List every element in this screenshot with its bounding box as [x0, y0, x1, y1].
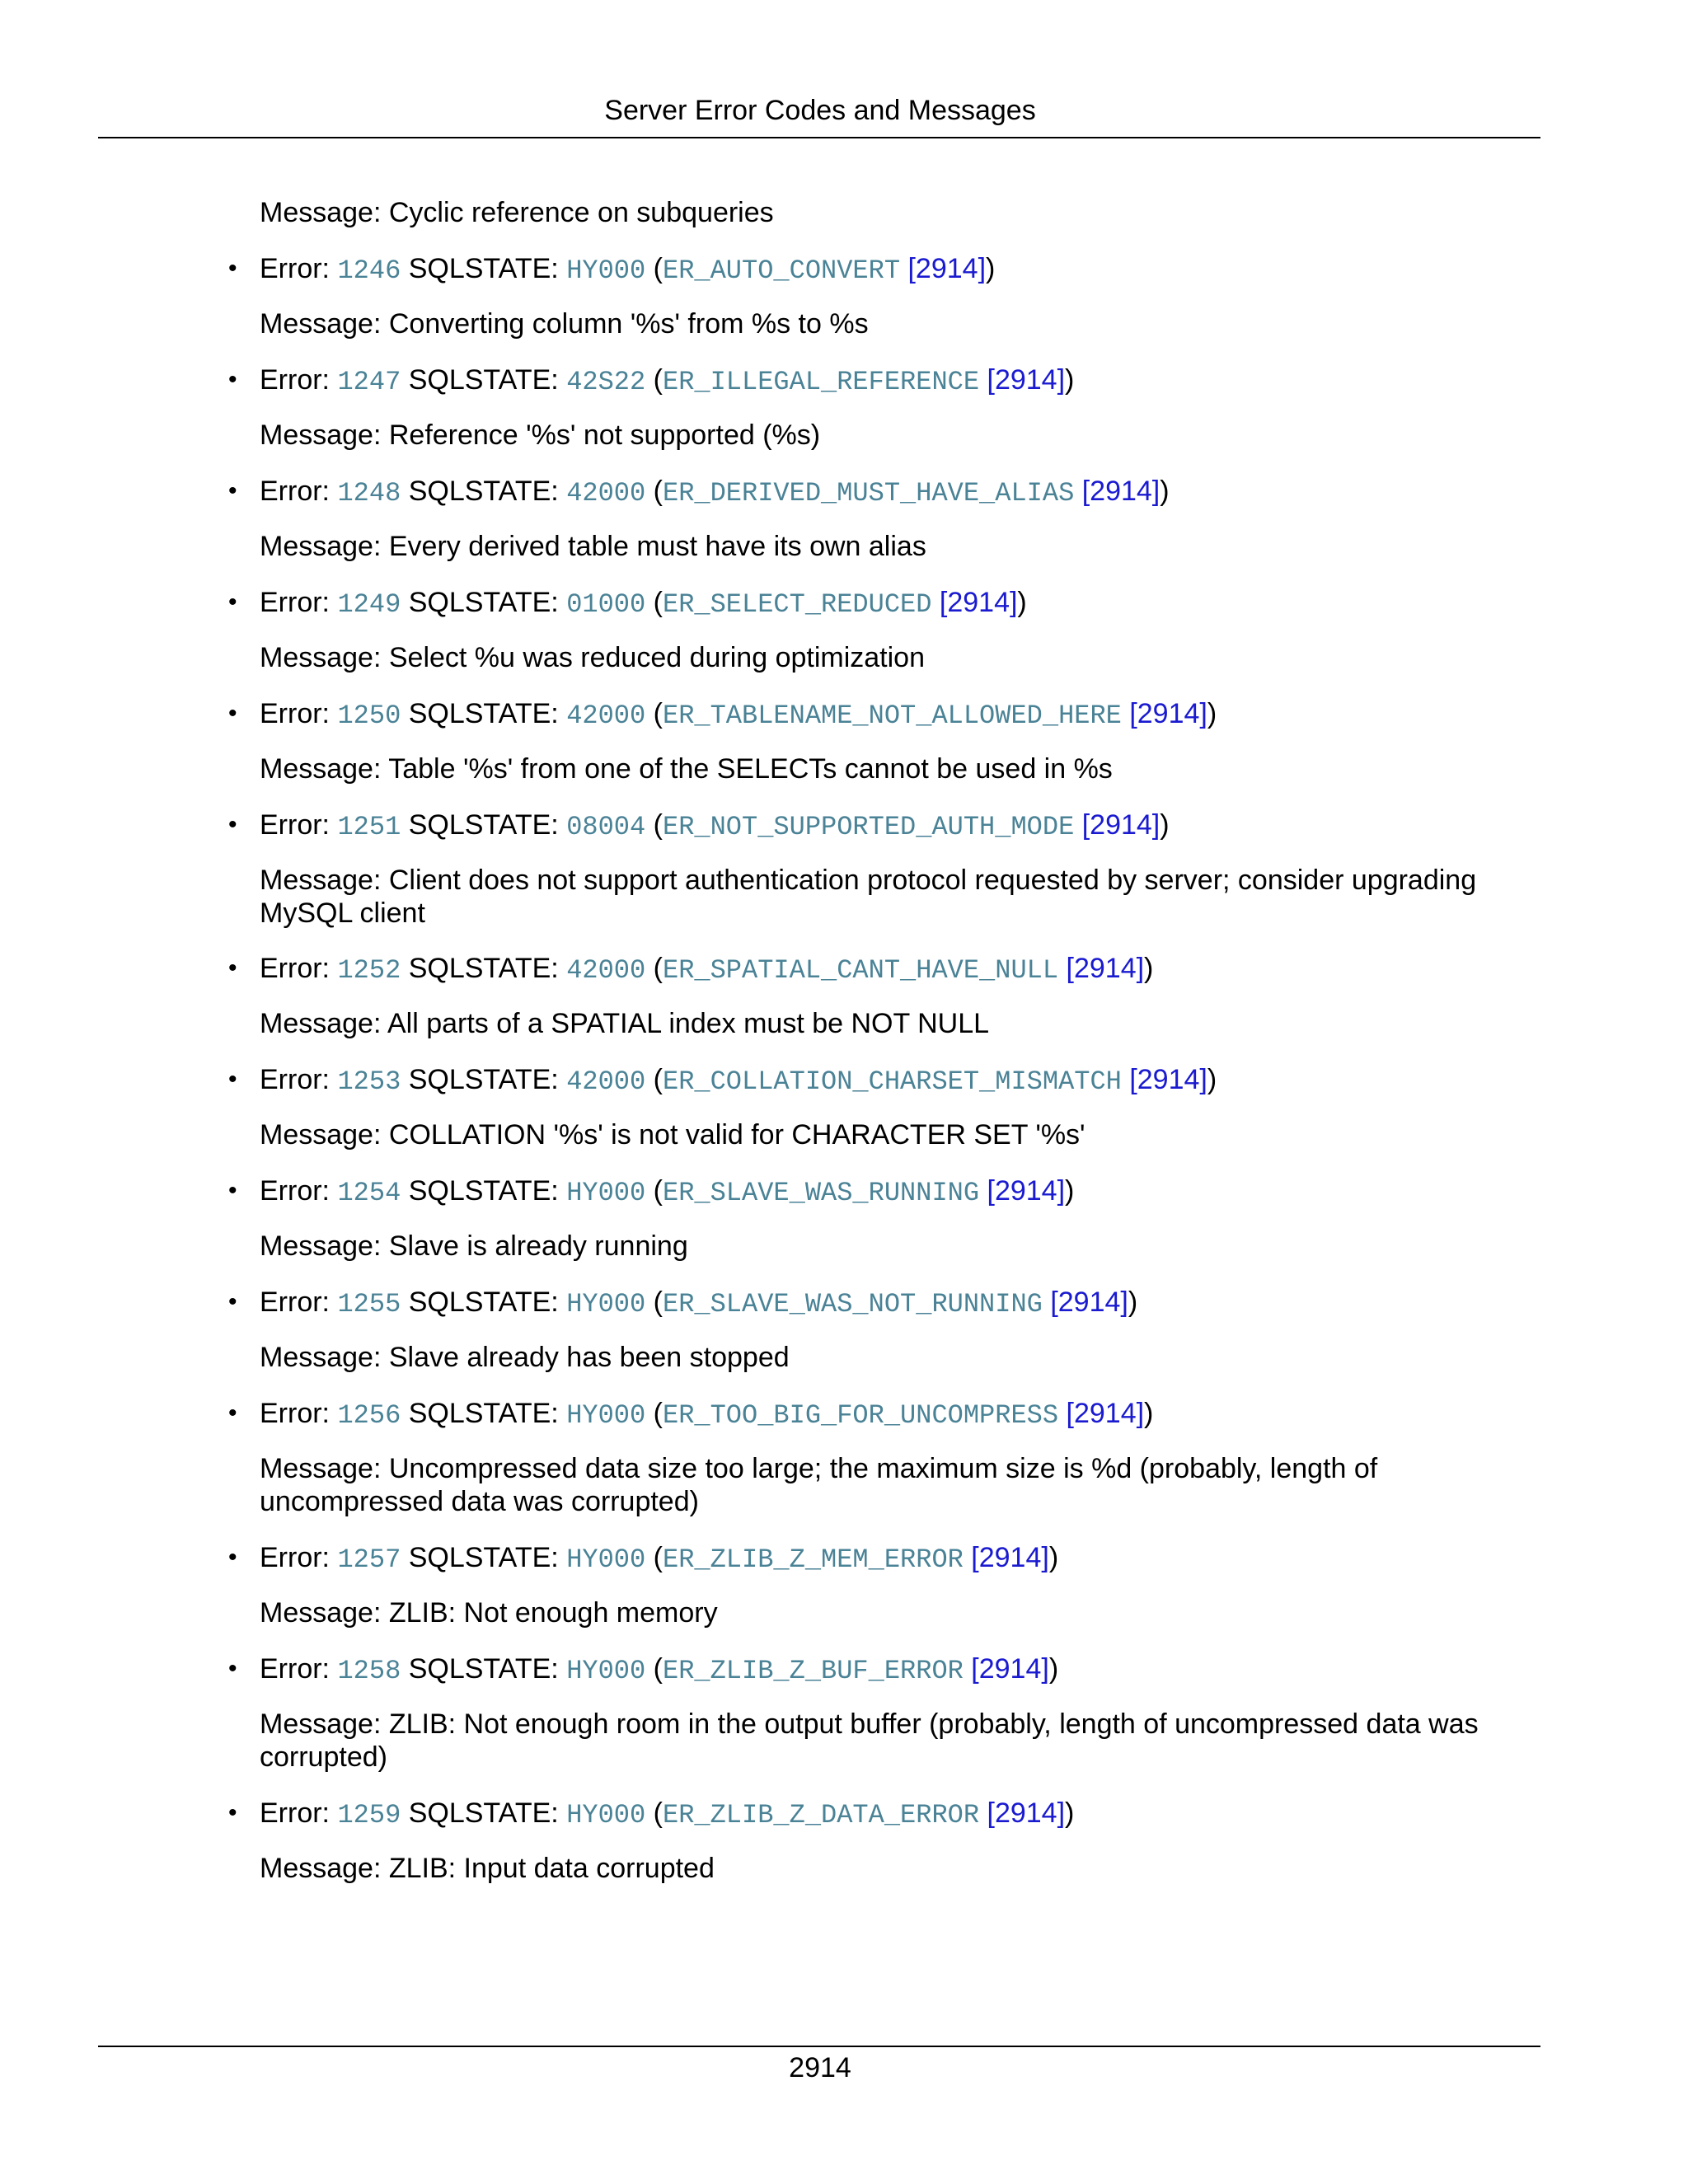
error-entry-1246: • Error: 1246 SQLSTATE: HY000 (ER_AUTO_CONVERT [2914])	[228, 253, 996, 286]
bullet: •	[228, 1799, 237, 1826]
error-symbol-link[interactable]: ER_NOT_SUPPORTED_AUTH_MODE	[662, 812, 1075, 842]
page-ref-link[interactable]: [2914]	[907, 253, 987, 284]
error-code: 1248	[337, 478, 401, 509]
page-ref-link[interactable]: [2914]	[1081, 476, 1160, 507]
sqlstate-value: HY000	[566, 255, 646, 286]
error-symbol-link[interactable]: ER_SLAVE_WAS_RUNNING	[662, 1178, 980, 1208]
error-code: 1253	[337, 1066, 401, 1097]
bullet: •	[228, 366, 237, 393]
bullet: •	[228, 255, 237, 282]
error-symbol-link[interactable]: ER_ILLEGAL_REFERENCE	[662, 367, 980, 397]
sqlstate-value: 08004	[566, 812, 646, 842]
sqlstate-label: SQLSTATE:	[408, 1653, 559, 1685]
error-label: Error:	[260, 953, 330, 984]
footer-rule	[98, 2046, 1540, 2047]
error-entry-1247: • Error: 1247 SQLSTATE: 42S22 (ER_ILLEGAL_REFERENCE [2914])	[228, 364, 1075, 397]
error-entry-1250: • Error: 1250 SQLSTATE: 42000 (ER_TABLENAME_NOT_ALLOWED_HERE [2914])	[228, 698, 1217, 731]
sqlstate-value: 42000	[566, 478, 646, 509]
error-entry-1253: • Error: 1253 SQLSTATE: 42000 (ER_COLLATION_CHARSET_MISMATCH [2914])	[228, 1064, 1217, 1097]
error-code: 1254	[337, 1178, 401, 1208]
page-ref-link[interactable]: [2914]	[971, 1542, 1049, 1573]
sqlstate-label: SQLSTATE:	[408, 253, 559, 284]
error-label: Error:	[260, 1286, 330, 1318]
sqlstate-label: SQLSTATE:	[408, 953, 559, 984]
error-entry-1248: • Error: 1248 SQLSTATE: 42000 (ER_DERIVED_MUST_HAVE_ALIAS [2914])	[228, 476, 1170, 509]
bullet: •	[228, 477, 237, 504]
error-label: Error:	[260, 1398, 330, 1429]
error-entry-1249: • Error: 1249 SQLSTATE: 01000 (ER_SELECT_REDUCED [2914])	[228, 587, 1027, 620]
sqlstate-label: SQLSTATE:	[408, 1064, 559, 1095]
sqlstate-label: SQLSTATE:	[408, 1797, 559, 1829]
error-symbol-link[interactable]: ER_ZLIB_Z_BUF_ERROR	[662, 1656, 964, 1686]
sqlstate-value: HY000	[566, 1289, 646, 1319]
bullet: •	[228, 811, 237, 838]
error-symbol-link[interactable]: ER_SLAVE_WAS_NOT_RUNNING	[662, 1289, 1043, 1319]
error-code: 1256	[337, 1400, 401, 1431]
error-message: Message: ZLIB: Not enough room in the output buffer (probably, length of uncompressed data was corrupted)	[260, 1708, 1479, 1773]
sqlstate-value: HY000	[566, 1178, 646, 1208]
bullet: •	[228, 1066, 237, 1093]
sqlstate-value: HY000	[566, 1800, 646, 1830]
error-message: Message: Table '%s' from one of the SELECTs cannot be used in %s	[260, 753, 1113, 785]
page-ref-link[interactable]: [2914]	[987, 1797, 1066, 1829]
error-entry-1254: • Error: 1254 SQLSTATE: HY000 (ER_SLAVE_WAS_RUNNING [2914])	[228, 1175, 1075, 1208]
sqlstate-value: 42000	[566, 1066, 646, 1097]
sqlstate-label: SQLSTATE:	[408, 698, 559, 729]
page-ref-link[interactable]: [2914]	[939, 587, 1018, 618]
sqlstate-label: SQLSTATE:	[408, 1175, 559, 1207]
error-code: 1250	[337, 701, 401, 731]
error-label: Error:	[260, 253, 330, 284]
page-ref-link[interactable]: [2914]	[1066, 1398, 1145, 1429]
sqlstate-label: SQLSTATE:	[408, 476, 559, 507]
bullet: •	[228, 588, 237, 616]
page-ref-link[interactable]: [2914]	[1129, 1064, 1207, 1095]
error-label: Error:	[260, 587, 330, 618]
sqlstate-label: SQLSTATE:	[408, 364, 559, 396]
page-ref-link[interactable]: [2914]	[1066, 953, 1145, 984]
error-label: Error:	[260, 698, 330, 729]
sqlstate-label: SQLSTATE:	[408, 1398, 559, 1429]
sqlstate-value: HY000	[566, 1656, 646, 1686]
error-code: 1259	[337, 1800, 401, 1830]
error-entry-1257: • Error: 1257 SQLSTATE: HY000 (ER_ZLIB_Z_MEM_ERROR [2914])	[228, 1542, 1059, 1575]
bullet: •	[228, 1544, 237, 1571]
error-code: 1258	[337, 1656, 401, 1686]
running-header: Server Error Codes and Messages	[604, 95, 1036, 126]
error-label: Error:	[260, 476, 330, 507]
page-ref-link[interactable]: [2914]	[971, 1653, 1049, 1685]
error-message: Message: Reference '%s' not supported (%s)	[260, 419, 821, 451]
sqlstate-label: SQLSTATE:	[408, 809, 559, 841]
sqlstate-label: SQLSTATE:	[408, 1542, 559, 1573]
error-symbol-link[interactable]: ER_ZLIB_Z_MEM_ERROR	[662, 1544, 964, 1575]
error-entry-1258: • Error: 1258 SQLSTATE: HY000 (ER_ZLIB_Z_BUF_ERROR [2914])	[228, 1653, 1059, 1686]
error-symbol-link[interactable]: ER_TOO_BIG_FOR_UNCOMPRESS	[662, 1400, 1059, 1431]
error-code: 1255	[337, 1289, 401, 1319]
error-symbol-link[interactable]: ER_AUTO_CONVERT	[662, 255, 901, 286]
sqlstate-label: SQLSTATE:	[408, 1286, 559, 1318]
error-symbol-link[interactable]: ER_DERIVED_MUST_HAVE_ALIAS	[662, 478, 1075, 509]
sqlstate-label: SQLSTATE:	[408, 587, 559, 618]
page-ref-link[interactable]: [2914]	[987, 1175, 1066, 1207]
header-rule	[98, 137, 1540, 138]
bullet: •	[228, 954, 237, 982]
error-code: 1251	[337, 812, 401, 842]
error-message: Message: All parts of a SPATIAL index must be NOT NULL	[260, 1008, 990, 1039]
sqlstate-value: 42000	[566, 955, 646, 986]
sqlstate-value: HY000	[566, 1400, 646, 1431]
error-label: Error:	[260, 1175, 330, 1207]
sqlstate-value: 42S22	[566, 367, 646, 397]
bullet: •	[228, 700, 237, 727]
error-label: Error:	[260, 1797, 330, 1829]
error-message: Message: Client does not support authentication protocol requested by server; consider upgrading MySQL client	[260, 865, 1477, 929]
error-code: 1246	[337, 255, 401, 286]
page-ref-link[interactable]: [2914]	[987, 364, 1066, 396]
error-message: Message: Slave already has been stopped	[260, 1342, 790, 1373]
error-symbol-link[interactable]: ER_SPATIAL_CANT_HAVE_NULL	[662, 955, 1059, 986]
error-symbol-link[interactable]: ER_SELECT_REDUCED	[662, 589, 932, 620]
error-message: Message: ZLIB: Input data corrupted	[260, 1853, 715, 1884]
page-ref-link[interactable]: [2914]	[1081, 809, 1160, 841]
error-message: Message: Every derived table must have its own alias	[260, 531, 926, 562]
bullet: •	[228, 1655, 237, 1682]
bullet: •	[228, 1399, 237, 1427]
intro-message: Message: Cyclic reference on subqueries	[260, 197, 774, 228]
error-message: Message: Uncompressed data size too large; the maximum size is %d (probably, length of uncompressed data was corrupted)	[260, 1453, 1378, 1517]
error-label: Error:	[260, 1542, 330, 1573]
error-message: Message: COLLATION '%s' is not valid for CHARACTER SET '%s'	[260, 1119, 1085, 1151]
sqlstate-value: HY000	[566, 1544, 646, 1575]
error-entry-1256: • Error: 1256 SQLSTATE: HY000 (ER_TOO_BIG_FOR_UNCOMPRESS [2914])	[228, 1398, 1154, 1431]
error-entry-1255: • Error: 1255 SQLSTATE: HY000 (ER_SLAVE_WAS_NOT_RUNNING [2914])	[228, 1286, 1138, 1319]
error-message: Message: ZLIB: Not enough memory	[260, 1597, 718, 1629]
bullet: •	[228, 1177, 237, 1204]
bullet: •	[228, 1288, 237, 1315]
error-message: Message: Converting column '%s' from %s to %s	[260, 308, 869, 340]
error-symbol-link[interactable]: ER_COLLATION_CHARSET_MISMATCH	[662, 1066, 1122, 1097]
page-ref-link[interactable]: [2914]	[1129, 698, 1207, 729]
error-label: Error:	[260, 1064, 330, 1095]
error-code: 1247	[337, 367, 401, 397]
error-symbol-link[interactable]: ER_TABLENAME_NOT_ALLOWED_HERE	[662, 701, 1122, 731]
page-number: 2914	[789, 2052, 851, 2083]
sqlstate-value: 01000	[566, 589, 646, 620]
error-code: 1252	[337, 955, 401, 986]
error-code: 1257	[337, 1544, 401, 1575]
error-code: 1249	[337, 589, 401, 620]
error-symbol-link[interactable]: ER_ZLIB_Z_DATA_ERROR	[662, 1800, 980, 1830]
error-message: Message: Slave is already running	[260, 1230, 688, 1262]
error-entry-1252: • Error: 1252 SQLSTATE: 42000 (ER_SPATIAL_CANT_HAVE_NULL [2914])	[228, 953, 1154, 986]
page-ref-link[interactable]: [2914]	[1050, 1286, 1128, 1318]
error-label: Error:	[260, 1653, 330, 1685]
error-label: Error:	[260, 364, 330, 396]
error-entry-1251: • Error: 1251 SQLSTATE: 08004 (ER_NOT_SUPPORTED_AUTH_MODE [2914])	[228, 809, 1170, 842]
error-message: Message: Select %u was reduced during optimization	[260, 642, 925, 673]
error-label: Error:	[260, 809, 330, 841]
sqlstate-value: 42000	[566, 701, 646, 731]
error-entry-1259: • Error: 1259 SQLSTATE: HY000 (ER_ZLIB_Z_DATA_ERROR [2914])	[228, 1797, 1075, 1830]
